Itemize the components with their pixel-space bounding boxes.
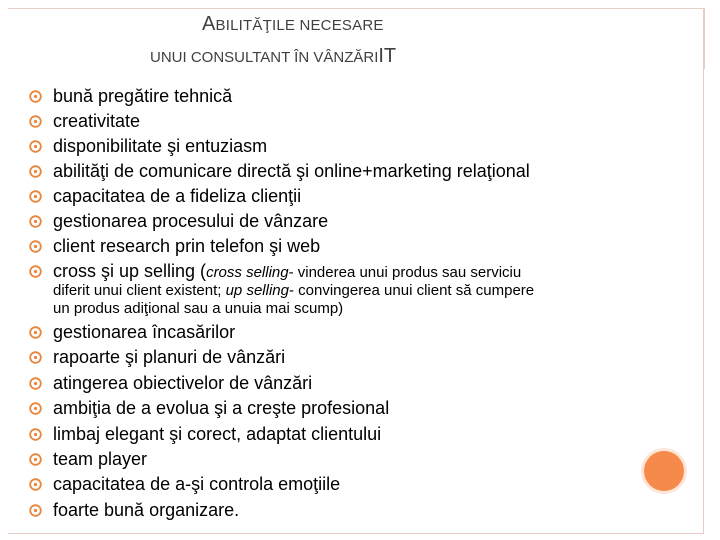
list-item: [28, 373, 312, 394]
cross-selling-line-2: diferit unui client existent; up selling- convingerea unui client să cumpere: [53, 282, 535, 299]
orange-circle-bullet-icon: [28, 214, 43, 229]
orange-circle-bullet-icon: [28, 89, 43, 104]
orange-circle-bullet-icon: [28, 350, 43, 365]
orange-circle-bullet-icon: [28, 239, 43, 254]
slide-title-line-2: UNUI CONSULTANT ÎN VÂNZĂRIIT: [150, 45, 397, 67]
list-item: [28, 86, 232, 107]
list-item-text: disponibilitate şi entuziasm: [53, 136, 268, 156]
list-item: [28, 186, 301, 207]
list-item-text: abilităţi de comunicare directă şi online+marketing relaţional: [53, 161, 530, 181]
list-item: [28, 236, 320, 257]
orange-circle-bullet-icon: [28, 114, 43, 129]
list-item-text: bună pregătire tehnică: [53, 86, 233, 106]
orange-circle-bullet-icon: [28, 401, 43, 416]
orange-circle-bullet-icon: [28, 477, 43, 492]
list-item-text: capacitatea de a fideliza clienţii: [53, 186, 302, 206]
list-item-text: capacitatea de a-şi controla emoţiile: [53, 474, 341, 494]
list-item-text: limbaj elegant şi corect, adaptat clientului: [53, 424, 382, 444]
list-item-text: creativitate: [53, 111, 141, 131]
list-item-cross-selling: [28, 261, 521, 282]
list-item: [28, 398, 389, 419]
list-item-text: foarte bună organizare.: [53, 500, 240, 520]
list-item: [28, 136, 267, 157]
cross-selling-line-3: un produs adiţional sau a unuia mai scump): [53, 300, 344, 317]
list-item-text: client research prin telefon şi web: [53, 236, 321, 256]
decorative-orange-circle: [641, 448, 687, 494]
orange-circle-bullet-icon: [28, 164, 43, 179]
list-item-text: team player: [53, 449, 148, 469]
list-item-text: gestionarea procesului de vânzare: [53, 211, 329, 231]
list-item: [28, 347, 285, 368]
orange-circle-bullet-icon: [28, 503, 43, 518]
orange-circle-bullet-icon: [28, 264, 43, 279]
list-item: [28, 449, 147, 470]
list-item: [28, 211, 328, 232]
list-item: [28, 322, 235, 343]
list-item-text: rapoarte şi planuri de vânzări: [53, 347, 286, 367]
orange-circle-bullet-icon: [28, 139, 43, 154]
list-item: [28, 500, 239, 521]
list-item-text: cross şi up selling (cross selling- vinderea unui produs sau serviciu: [53, 261, 522, 281]
list-item: [28, 111, 140, 132]
list-item: [28, 474, 340, 495]
slide-title-line-1: ABILITĂŢILE NECESARE: [202, 13, 384, 35]
orange-circle-bullet-icon: [28, 376, 43, 391]
list-item-text: ambiţia de a evolua şi a creşte profesional: [53, 398, 390, 418]
list-item-text: gestionarea încasărilor: [53, 322, 236, 342]
orange-circle-bullet-icon: [28, 189, 43, 204]
list-item-text: atingerea obiectivelor de vânzări: [53, 373, 313, 393]
list-item: [28, 161, 530, 182]
orange-circle-bullet-icon: [28, 325, 43, 340]
orange-circle-bullet-icon: [28, 452, 43, 467]
list-item: [28, 424, 381, 445]
orange-circle-bullet-icon: [28, 427, 43, 442]
